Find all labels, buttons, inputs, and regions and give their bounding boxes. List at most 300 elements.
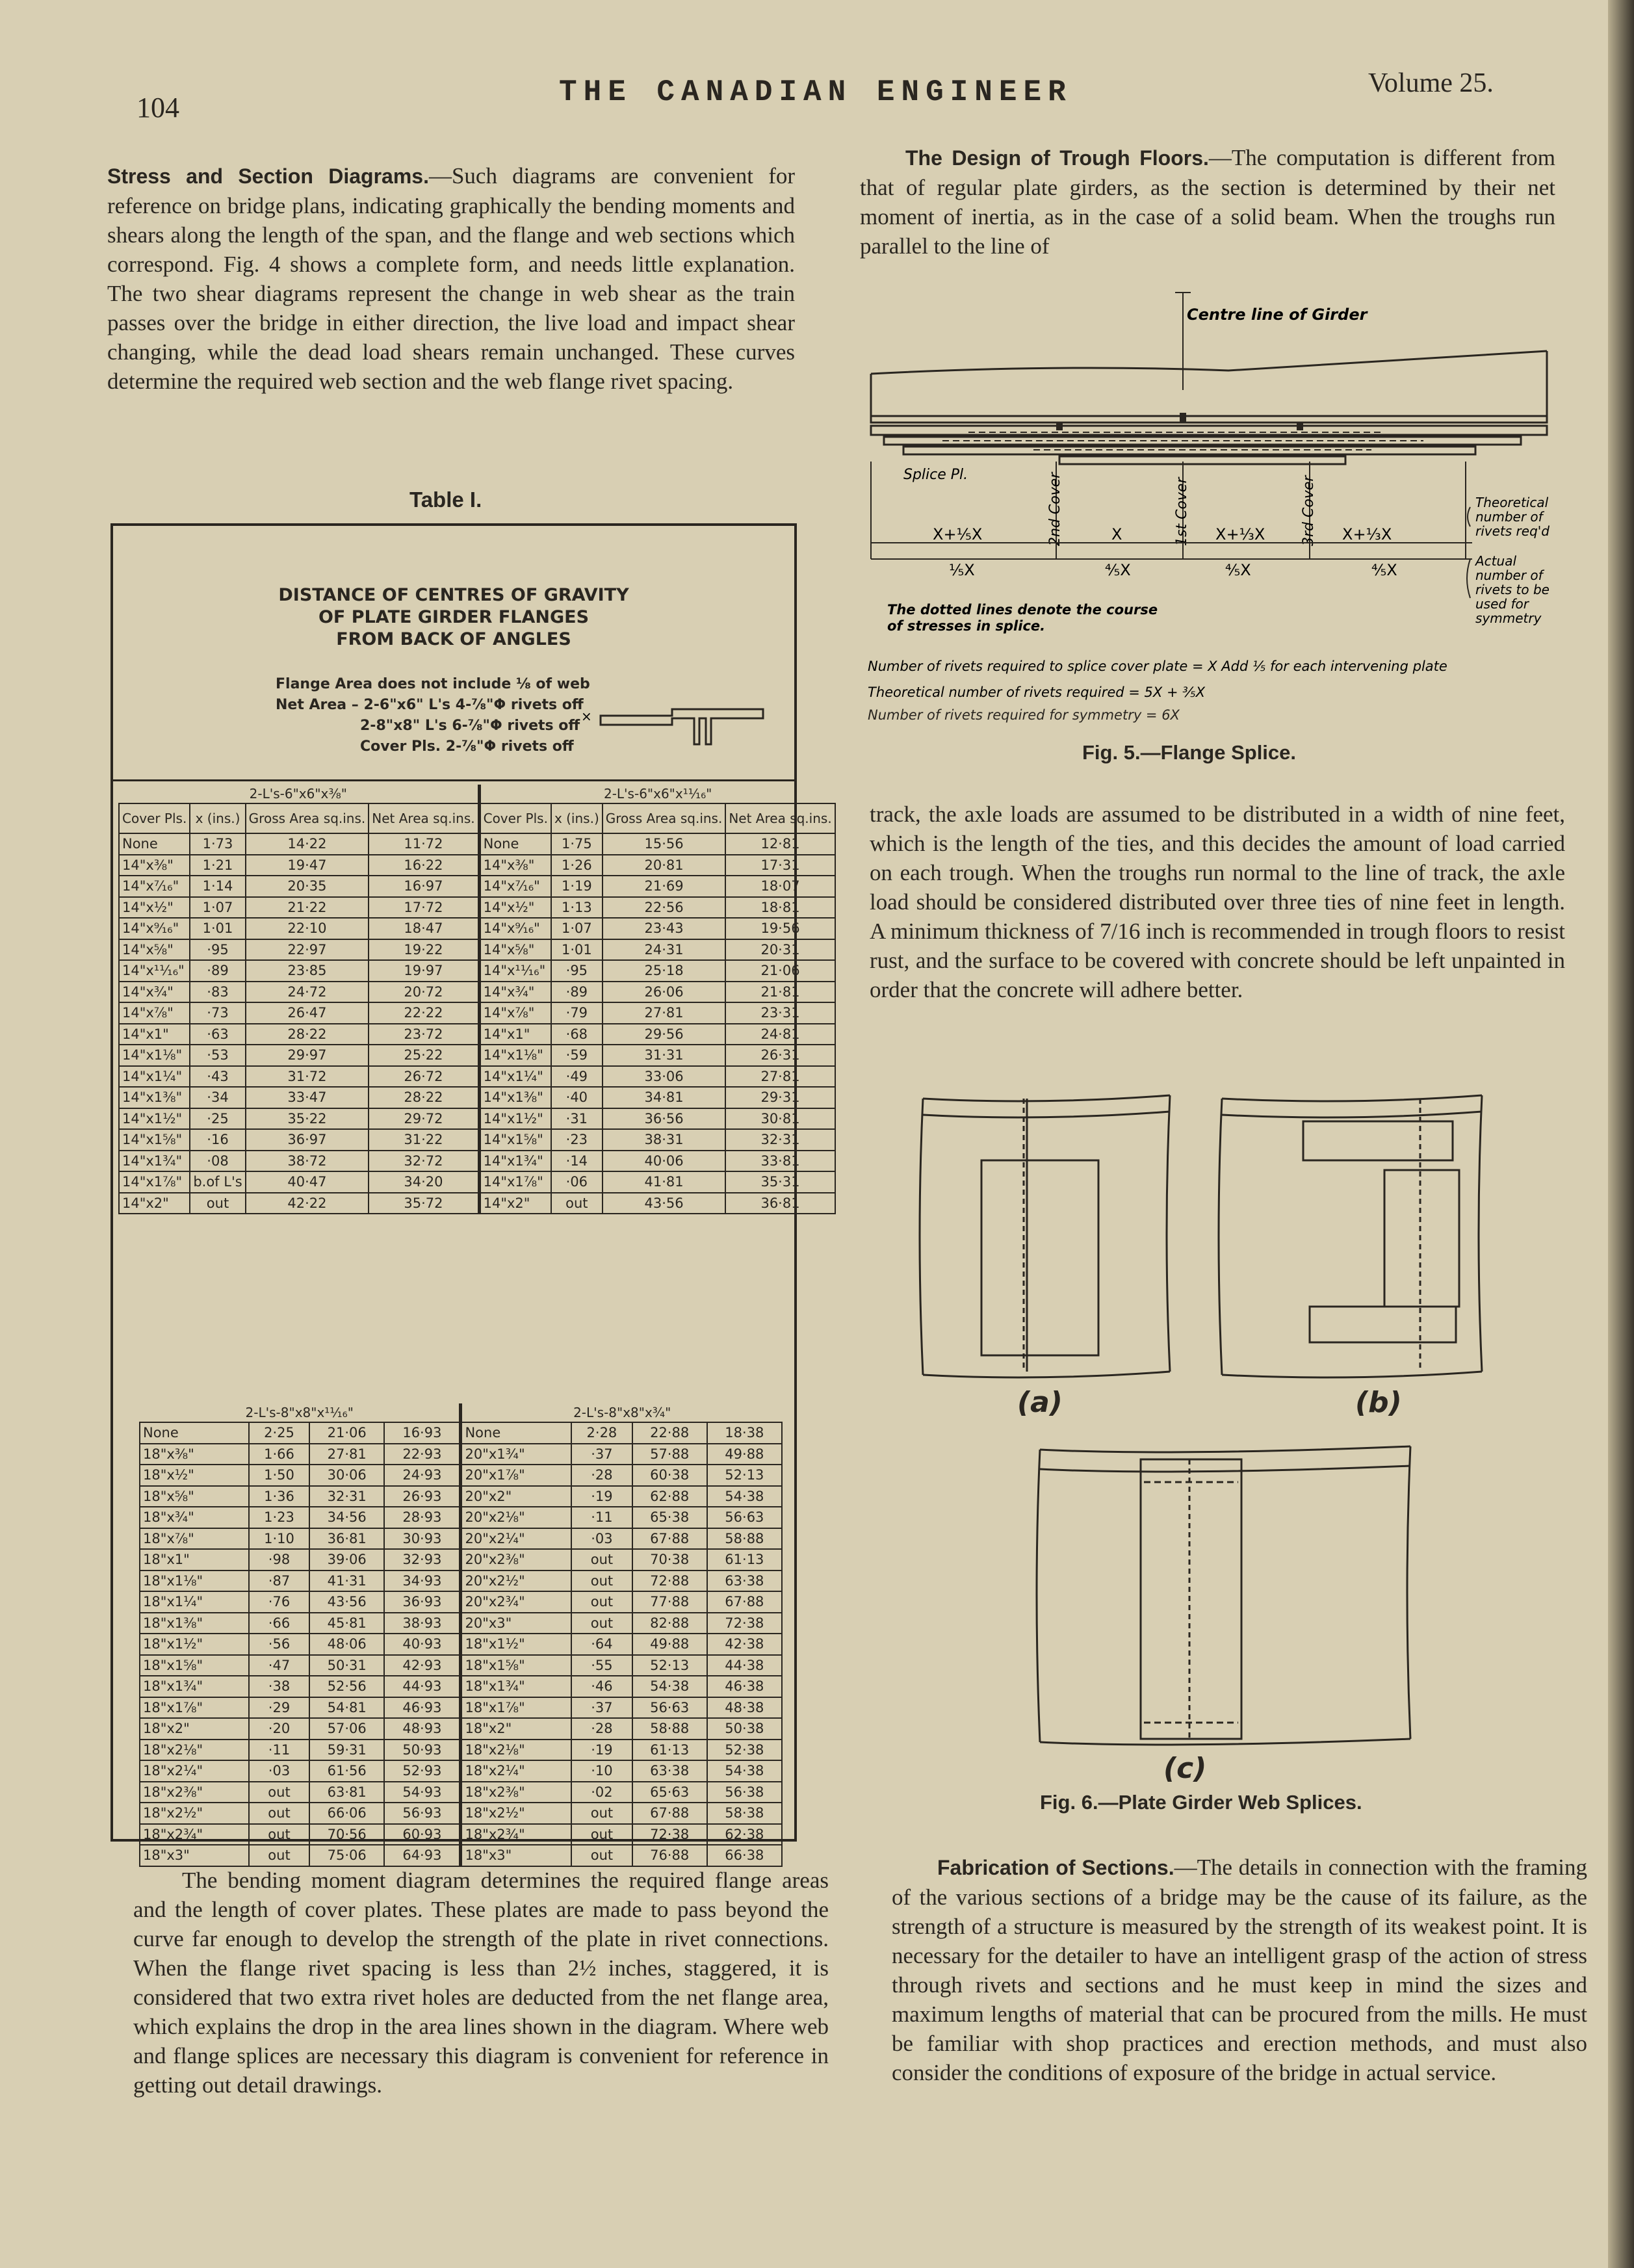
table-cell: ·29 <box>249 1697 309 1719</box>
table-cell: 21·22 <box>246 897 369 919</box>
fig5-formula: Theoretical number of rivets required = 5X + ⅗X <box>868 684 1205 700</box>
table-cell: ·89 <box>551 982 603 1003</box>
table-cell: 14"x⅜" <box>119 855 190 876</box>
table-cell: 43·56 <box>603 1193 726 1214</box>
table-cell: ·95 <box>190 939 245 961</box>
table-cell: 57·88 <box>632 1444 707 1465</box>
table-row <box>140 1718 782 1740</box>
table-cell: 18"x1⅞" <box>461 1697 571 1719</box>
table-cell: 18"x1⅜" <box>140 1613 249 1634</box>
group-header: 2-L's-8"x8"x¾" <box>461 1403 782 1422</box>
table-cell: None <box>461 1422 571 1444</box>
table-cell: 1·36 <box>249 1486 309 1507</box>
table-cell: 24·81 <box>725 1024 835 1045</box>
table-cell: ·19 <box>571 1486 632 1507</box>
table-cell: 54·81 <box>309 1697 384 1719</box>
table-cell: 52·13 <box>632 1655 707 1676</box>
table-cell: 23·31 <box>725 1002 835 1024</box>
column-header: Net Area sq.ins. <box>725 803 835 833</box>
table-cell: 14"x1½" <box>119 1108 190 1130</box>
table-cell: out <box>249 1782 309 1803</box>
table-cell: ·49 <box>551 1066 603 1088</box>
table-cell: 16·93 <box>384 1422 461 1444</box>
table-cell: out <box>571 1549 632 1571</box>
table-cell: 14·22 <box>246 833 369 855</box>
fig5-theoretical-label: Theoretical <box>1475 495 1549 510</box>
table-cell: 54·38 <box>632 1676 707 1697</box>
table-cell: out <box>571 1803 632 1824</box>
table-cell: 46·38 <box>707 1676 782 1697</box>
table-row <box>140 1634 782 1655</box>
paragraph-text: —The details in connection with the framing of the various sections of a bridge may be the cause of its failure, as the strength of a structure is measured by the strength of its weakest point. It is necessary for the detailer to have an intelligent grasp of the action of stress through rivets and sections and he must keep in mind the sizes and maximum lengths of material that can be procured from the mills. He must be familiar with shop practices and erection methods, and must also consider the conditions of exposure of the bridge in actual service. <box>892 1855 1587 2085</box>
table-cell: 65·63 <box>632 1782 707 1803</box>
table-cell: 34·81 <box>603 1087 726 1108</box>
table-cell: ·55 <box>571 1655 632 1676</box>
table-cell: 57·06 <box>309 1718 384 1740</box>
table-cell: 1·14 <box>190 876 245 897</box>
table-cell: 14"x1½" <box>479 1108 551 1130</box>
table-cell: 22·22 <box>369 1002 479 1024</box>
table-cell: ·03 <box>249 1760 309 1782</box>
table-cell: 63·81 <box>309 1782 384 1803</box>
table-cell: 18"x¾" <box>140 1507 249 1528</box>
table-row <box>140 1697 782 1719</box>
table-cell: 24·72 <box>246 982 369 1003</box>
table-cell: 14"x1⅛" <box>479 1045 551 1066</box>
table-cell: 43·56 <box>309 1591 384 1613</box>
table-cell: 70·38 <box>632 1549 707 1571</box>
table-cell: out <box>249 1803 309 1824</box>
table-cell: 49·88 <box>707 1444 782 1465</box>
table-row <box>119 1045 835 1066</box>
fig5-dimension: X+⅓X <box>1215 525 1265 543</box>
table-cell: 65·38 <box>632 1507 707 1528</box>
table-row <box>119 1171 835 1193</box>
table-cell: 23·72 <box>369 1024 479 1045</box>
table-cell: 14"x⅝" <box>479 939 551 961</box>
table-cell: 18"x2½" <box>140 1803 249 1824</box>
fig6-splice-a <box>920 1095 1170 1377</box>
table-cell: ·37 <box>571 1697 632 1719</box>
lower-table-body <box>140 1422 782 1866</box>
table-cell: 18"x1⅝" <box>461 1655 571 1676</box>
table-cell: 18"x3" <box>140 1845 249 1866</box>
table-cell: ·11 <box>571 1507 632 1528</box>
table-cell: ·08 <box>190 1151 245 1172</box>
table-cell: 18"x1⅞" <box>140 1697 249 1719</box>
table-title <box>113 584 794 651</box>
table-cell: ·89 <box>190 960 245 982</box>
table-cell: 62·88 <box>632 1486 707 1507</box>
fig6-label-c: (c) <box>1163 1752 1207 1785</box>
page-edge-shadow <box>1608 0 1634 2268</box>
fig6-splice-c <box>1037 1446 1410 1745</box>
table-row <box>119 876 835 897</box>
table-cell: 54·38 <box>707 1486 782 1507</box>
fig6-label-b: (b) <box>1355 1386 1402 1419</box>
table-cell: 35·31 <box>725 1171 835 1193</box>
table-cell: 67·88 <box>632 1528 707 1550</box>
table-row <box>119 833 835 855</box>
column-header: Cover Pls. <box>119 803 190 833</box>
table-cell: 40·47 <box>246 1171 369 1193</box>
table-cell: 31·31 <box>603 1045 726 1066</box>
table-cell: ·37 <box>571 1444 632 1465</box>
table-cell: 19·56 <box>725 918 835 939</box>
table-cell: ·34 <box>190 1087 245 1108</box>
table-cell: 20"x2¼" <box>461 1528 571 1550</box>
table-note-line: Net Area – 2-6"x6" L's 4-⅞"Φ rivets off <box>276 697 584 713</box>
table-cell: ·28 <box>571 1718 632 1740</box>
table-cell: 14"x1⅜" <box>479 1087 551 1108</box>
table-cell: 14"x⁹⁄₁₆" <box>119 918 190 939</box>
table-cell: 12·81 <box>725 833 835 855</box>
upper-table-body <box>119 833 835 1214</box>
table-cell: 14"x1⅝" <box>119 1129 190 1151</box>
table-cell: 14"x1¾" <box>479 1151 551 1172</box>
table-cell: ·95 <box>551 960 603 982</box>
table-cell: 1·26 <box>551 855 603 876</box>
column-header: x (ins.) <box>190 803 245 833</box>
table-cell: 27·81 <box>603 1002 726 1024</box>
table-cell: ·66 <box>249 1613 309 1634</box>
table-cell: 14"x1" <box>479 1024 551 1045</box>
table-cell: 20"x2½" <box>461 1571 571 1592</box>
fig5-dimension: X+⅓X <box>1342 525 1392 543</box>
table-cell: 52·13 <box>707 1465 782 1486</box>
table-cell: 21·06 <box>309 1422 384 1444</box>
table-cell: 18·81 <box>725 897 835 919</box>
table-cell: 52·93 <box>384 1760 461 1782</box>
table-cell: 63·38 <box>707 1571 782 1592</box>
fig5-dotted-note: of stresses in splice. <box>887 618 1046 634</box>
fig5-plate-label: 3rd Cover <box>1301 475 1317 546</box>
table-cell: 18"x1¾" <box>461 1676 571 1697</box>
table-cell: 27·81 <box>725 1066 835 1088</box>
table-cell: 18"x⅜" <box>140 1444 249 1465</box>
table-cell: ·14 <box>551 1151 603 1172</box>
table-cell: 16·97 <box>369 876 479 897</box>
table-cell: 56·38 <box>707 1782 782 1803</box>
table-cell: 26·72 <box>369 1066 479 1088</box>
fig6-caption: Fig. 6.—Plate Girder Web Splices. <box>1040 1791 1362 1814</box>
table-row <box>119 982 835 1003</box>
table-cell: 1·13 <box>551 897 603 919</box>
table-cell: 33·06 <box>603 1066 726 1088</box>
table-row <box>119 918 835 939</box>
table-cell: 21·69 <box>603 876 726 897</box>
table-cell: 22·56 <box>603 897 726 919</box>
table-cell: 50·38 <box>707 1718 782 1740</box>
table-cell: 35·22 <box>246 1108 369 1130</box>
running-head: THE CANADIAN ENGINEER <box>559 75 1072 109</box>
table-cell: out <box>571 1824 632 1845</box>
table-cell: 1·73 <box>190 833 245 855</box>
table-cell: 17·31 <box>725 855 835 876</box>
table-cell: 56·63 <box>632 1697 707 1719</box>
table-cell: 32·31 <box>725 1129 835 1151</box>
table-cell: 54·93 <box>384 1782 461 1803</box>
table-cell: 14"x1¼" <box>119 1066 190 1088</box>
table-cell: 60·38 <box>632 1465 707 1486</box>
table-cell: 20"x2⅜" <box>461 1549 571 1571</box>
table-cell: ·68 <box>551 1024 603 1045</box>
table-cell: ·73 <box>190 1002 245 1024</box>
table-note <box>276 674 590 757</box>
table-cell: 54·38 <box>707 1760 782 1782</box>
table-cell: 16·22 <box>369 855 479 876</box>
table-cell: ·06 <box>551 1171 603 1193</box>
fig5-actual-label: used for <box>1475 596 1529 612</box>
table-cell: 36·56 <box>603 1108 726 1130</box>
table-divider <box>113 779 794 781</box>
table-cell: 18·07 <box>725 876 835 897</box>
table-cell: 18"x2¾" <box>461 1824 571 1845</box>
table-cell: 42·22 <box>246 1193 369 1214</box>
fig5-plate-label: 1st Cover <box>1174 477 1190 546</box>
table-cell: 14"x1⅞" <box>479 1171 551 1193</box>
table-cell: 18"x1½" <box>140 1634 249 1655</box>
right-paragraph-3 <box>892 1853 1587 2087</box>
table-cell: 20·35 <box>246 876 369 897</box>
paragraph-heading: Stress and Section Diagrams. <box>107 164 429 188</box>
table-cell: 14"x⅞" <box>119 1002 190 1024</box>
table-cell: 34·56 <box>309 1507 384 1528</box>
table-row <box>140 1613 782 1634</box>
table-row <box>140 1591 782 1613</box>
table-cell: 28·22 <box>369 1087 479 1108</box>
table-cell: 14"x1⅜" <box>119 1087 190 1108</box>
fig5-dimension: ⅘X <box>1225 561 1251 579</box>
table-row <box>140 1465 782 1486</box>
table-row <box>140 1528 782 1550</box>
column-header: Net Area sq.ins. <box>369 803 479 833</box>
table-cell: ·43 <box>190 1066 245 1088</box>
table-cell: 20"x2⅛" <box>461 1507 571 1528</box>
table-cell: ·10 <box>571 1760 632 1782</box>
table-row <box>140 1571 782 1592</box>
paragraph-text: —The computation is different from that of regular plate girders, as the section is determined by their net moment of inertia, as in the case of a solid beam. When the troughs run parallel to the line of <box>860 145 1555 259</box>
table-cell: ·31 <box>551 1108 603 1130</box>
table-cell: 28·22 <box>246 1024 369 1045</box>
volume-label: Volume 25. <box>1368 68 1494 98</box>
table-cell: 42·93 <box>384 1655 461 1676</box>
table-row <box>119 960 835 982</box>
table-cell: 42·38 <box>707 1634 782 1655</box>
table-cell: 14"x⅜" <box>479 855 551 876</box>
table-cell: 18"x2¼" <box>140 1760 249 1782</box>
table-cell: 18"x2¾" <box>140 1824 249 1845</box>
table-cell: 20"x2" <box>461 1486 571 1507</box>
right-paragraph-1 <box>860 143 1555 261</box>
table-cell: ·23 <box>551 1129 603 1151</box>
fig6-splice-b <box>1219 1095 1482 1377</box>
table-cell: 14"x¹¹⁄₁₆" <box>119 960 190 982</box>
table-cell: 32·72 <box>369 1151 479 1172</box>
table-cell: ·28 <box>571 1465 632 1486</box>
table-cell: out <box>249 1824 309 1845</box>
table-cell: None <box>479 833 551 855</box>
table-cell: 14"x⁷⁄₁₆" <box>479 876 551 897</box>
table-cell: 25·18 <box>603 960 726 982</box>
table-cell: 18"x1¾" <box>140 1676 249 1697</box>
table-cell: 23·85 <box>246 960 369 982</box>
fig6-web-splice-diagram <box>910 1086 1560 1794</box>
table-cell: ·03 <box>571 1528 632 1550</box>
table-cell: 14"x⁷⁄₁₆" <box>119 876 190 897</box>
table-cell: 29·31 <box>725 1087 835 1108</box>
svg-text:×: × <box>581 709 592 724</box>
paragraph-text: track, the axle loads are assumed to be distributed in a width of nine feet, which is the length of the ties, and this decides the amount of load carried on each trough. When the troughs run normal to the line of track, the axle load should be considered distributed over three ties of nine feet in length. A minimum thickness of 7/16 inch is recommended in trough floors to resist rust, and the surface to be covered with concrete should be left unpainted in order that the concrete will adhere better. <box>870 802 1565 1002</box>
table-cell: ·20 <box>249 1718 309 1740</box>
table-cell: 15·56 <box>603 833 726 855</box>
fig5-dimension: ⅘X <box>1105 561 1131 579</box>
column-header: Cover Pls. <box>479 803 551 833</box>
table-row <box>119 1129 835 1151</box>
table-cell: 44·93 <box>384 1676 461 1697</box>
table-row <box>140 1549 782 1571</box>
table-cell: 20"x2¾" <box>461 1591 571 1613</box>
table-cell: 26·47 <box>246 1002 369 1024</box>
table-cell: 18"x⅞" <box>140 1528 249 1550</box>
table-cell: 70·56 <box>309 1824 384 1845</box>
table-cell: 1·01 <box>551 939 603 961</box>
table-row <box>140 1676 782 1697</box>
table-cell: 18"x1" <box>140 1549 249 1571</box>
paragraph-heading: Fabrication of Sections. <box>937 1856 1174 1879</box>
upper-data-table <box>118 785 836 1214</box>
table-cell: ·02 <box>571 1782 632 1803</box>
table-cell: 28·93 <box>384 1507 461 1528</box>
table-cell: 25·22 <box>369 1045 479 1066</box>
table-cell: 18"x2⅜" <box>461 1782 571 1803</box>
table-cell: 44·38 <box>707 1655 782 1676</box>
table-cell: 76·88 <box>632 1845 707 1866</box>
table-1 <box>110 523 832 1864</box>
table-cell: 41·31 <box>309 1571 384 1592</box>
table-cell: 14"x¹¹⁄₁₆" <box>479 960 551 982</box>
table-row <box>140 1655 782 1676</box>
table-cell: 72·38 <box>707 1613 782 1634</box>
table-cell: 75·06 <box>309 1845 384 1866</box>
table-cell: 36·81 <box>725 1193 835 1214</box>
table-cell: 33·81 <box>725 1151 835 1172</box>
table-note-line: Flange Area does not include ⅛ of web <box>276 676 590 692</box>
table-cell: ·79 <box>551 1002 603 1024</box>
table-cell: 46·93 <box>384 1697 461 1719</box>
table-cell: 20·81 <box>603 855 726 876</box>
table-cell: 14"x½" <box>119 897 190 919</box>
table-cell: 29·72 <box>369 1108 479 1130</box>
table-cell: 64·93 <box>384 1845 461 1866</box>
table-cell: 14"x⅞" <box>479 1002 551 1024</box>
fig5-dimension: X+⅕X <box>933 525 983 543</box>
table-cell: 30·93 <box>384 1528 461 1550</box>
table-note-line: 2-8"x8" L's 6-⅞"Φ rivets off <box>360 718 580 734</box>
table-cell: 19·47 <box>246 855 369 876</box>
table-row <box>140 1803 782 1824</box>
table-cell: None <box>119 833 190 855</box>
table-cell: 45·81 <box>309 1613 384 1634</box>
table-cell: 14"x1" <box>119 1024 190 1045</box>
table-cell: 32·93 <box>384 1549 461 1571</box>
table-cell: 38·93 <box>384 1613 461 1634</box>
table-cell: 40·06 <box>603 1151 726 1172</box>
table-cell: 19·97 <box>369 960 479 982</box>
table-cell: 49·88 <box>632 1634 707 1655</box>
group-header: 2-L's-8"x8"x¹¹⁄₁₆" <box>245 1405 354 1420</box>
table-cell: 18"x⅝" <box>140 1486 249 1507</box>
table-cell: 1·19 <box>551 876 603 897</box>
table-cell: 11·72 <box>369 833 479 855</box>
table-cell: 36·93 <box>384 1591 461 1613</box>
table-cell: 22·93 <box>384 1444 461 1465</box>
group-header: 2-L's-6"x6"x¹¹⁄₁₆" <box>479 785 835 803</box>
table-row <box>140 1444 782 1465</box>
table-cell: 36·81 <box>309 1528 384 1550</box>
table-cell: 63·38 <box>632 1760 707 1782</box>
table-cell: 1·21 <box>190 855 245 876</box>
table-row <box>140 1486 782 1507</box>
table-row <box>140 1845 782 1866</box>
fig5-plate-label: 2nd Cover <box>1047 472 1063 546</box>
fig5-dimension: ⅘X <box>1371 561 1397 579</box>
fig5-splice-label: Splice Pl. <box>903 467 968 483</box>
table-cell: b.of L's <box>190 1171 245 1193</box>
table-row <box>140 1824 782 1845</box>
table-cell: 32·31 <box>309 1486 384 1507</box>
table-cell: 1·23 <box>249 1507 309 1528</box>
table-cell: 48·93 <box>384 1718 461 1740</box>
table-note-line: Cover Pls. 2-⅞"Φ rivets off <box>360 738 574 755</box>
table-row <box>140 1740 782 1761</box>
table-cell: 20·72 <box>369 982 479 1003</box>
fig5-dimension: ⅕X <box>949 561 975 579</box>
table-cell: 21·06 <box>725 960 835 982</box>
table-cell: 2·28 <box>571 1422 632 1444</box>
table-row <box>119 1151 835 1172</box>
table-cell: ·59 <box>551 1045 603 1066</box>
table-cell: 14"x⅝" <box>119 939 190 961</box>
table-cell: 33·47 <box>246 1087 369 1108</box>
table-cell: 22·88 <box>632 1422 707 1444</box>
table-cell: 82·88 <box>632 1613 707 1634</box>
fig5-flange-splice-diagram <box>864 286 1566 709</box>
table-cell: 40·93 <box>384 1634 461 1655</box>
right-paragraph-2 <box>870 800 1565 1004</box>
table-cell: 22·10 <box>246 918 369 939</box>
table-cell: 14"x⁹⁄₁₆" <box>479 918 551 939</box>
table-cell: 61·56 <box>309 1760 384 1782</box>
table-cell: 14"x½" <box>479 897 551 919</box>
table-row <box>119 855 835 876</box>
table-cell: 61·13 <box>707 1549 782 1571</box>
table-cell: ·76 <box>249 1591 309 1613</box>
table-cell: 77·88 <box>632 1591 707 1613</box>
table-cell: 20"x3" <box>461 1613 571 1634</box>
table-cell: 26·31 <box>725 1045 835 1066</box>
table-cell: 20·31 <box>725 939 835 961</box>
table-cell: 14"x2" <box>119 1193 190 1214</box>
group-header: 2-L's-6"x6"x⅜" <box>249 786 347 802</box>
table-cell: 18·47 <box>369 918 479 939</box>
table-cell: 50·31 <box>309 1655 384 1676</box>
table-cell: out <box>551 1193 603 1214</box>
fig6-label-a: (a) <box>1017 1386 1063 1419</box>
table-cell: 18"x1⅛" <box>140 1571 249 1592</box>
table-row <box>119 897 835 919</box>
fig5-dotted-note: The dotted lines denote the course <box>887 602 1158 618</box>
